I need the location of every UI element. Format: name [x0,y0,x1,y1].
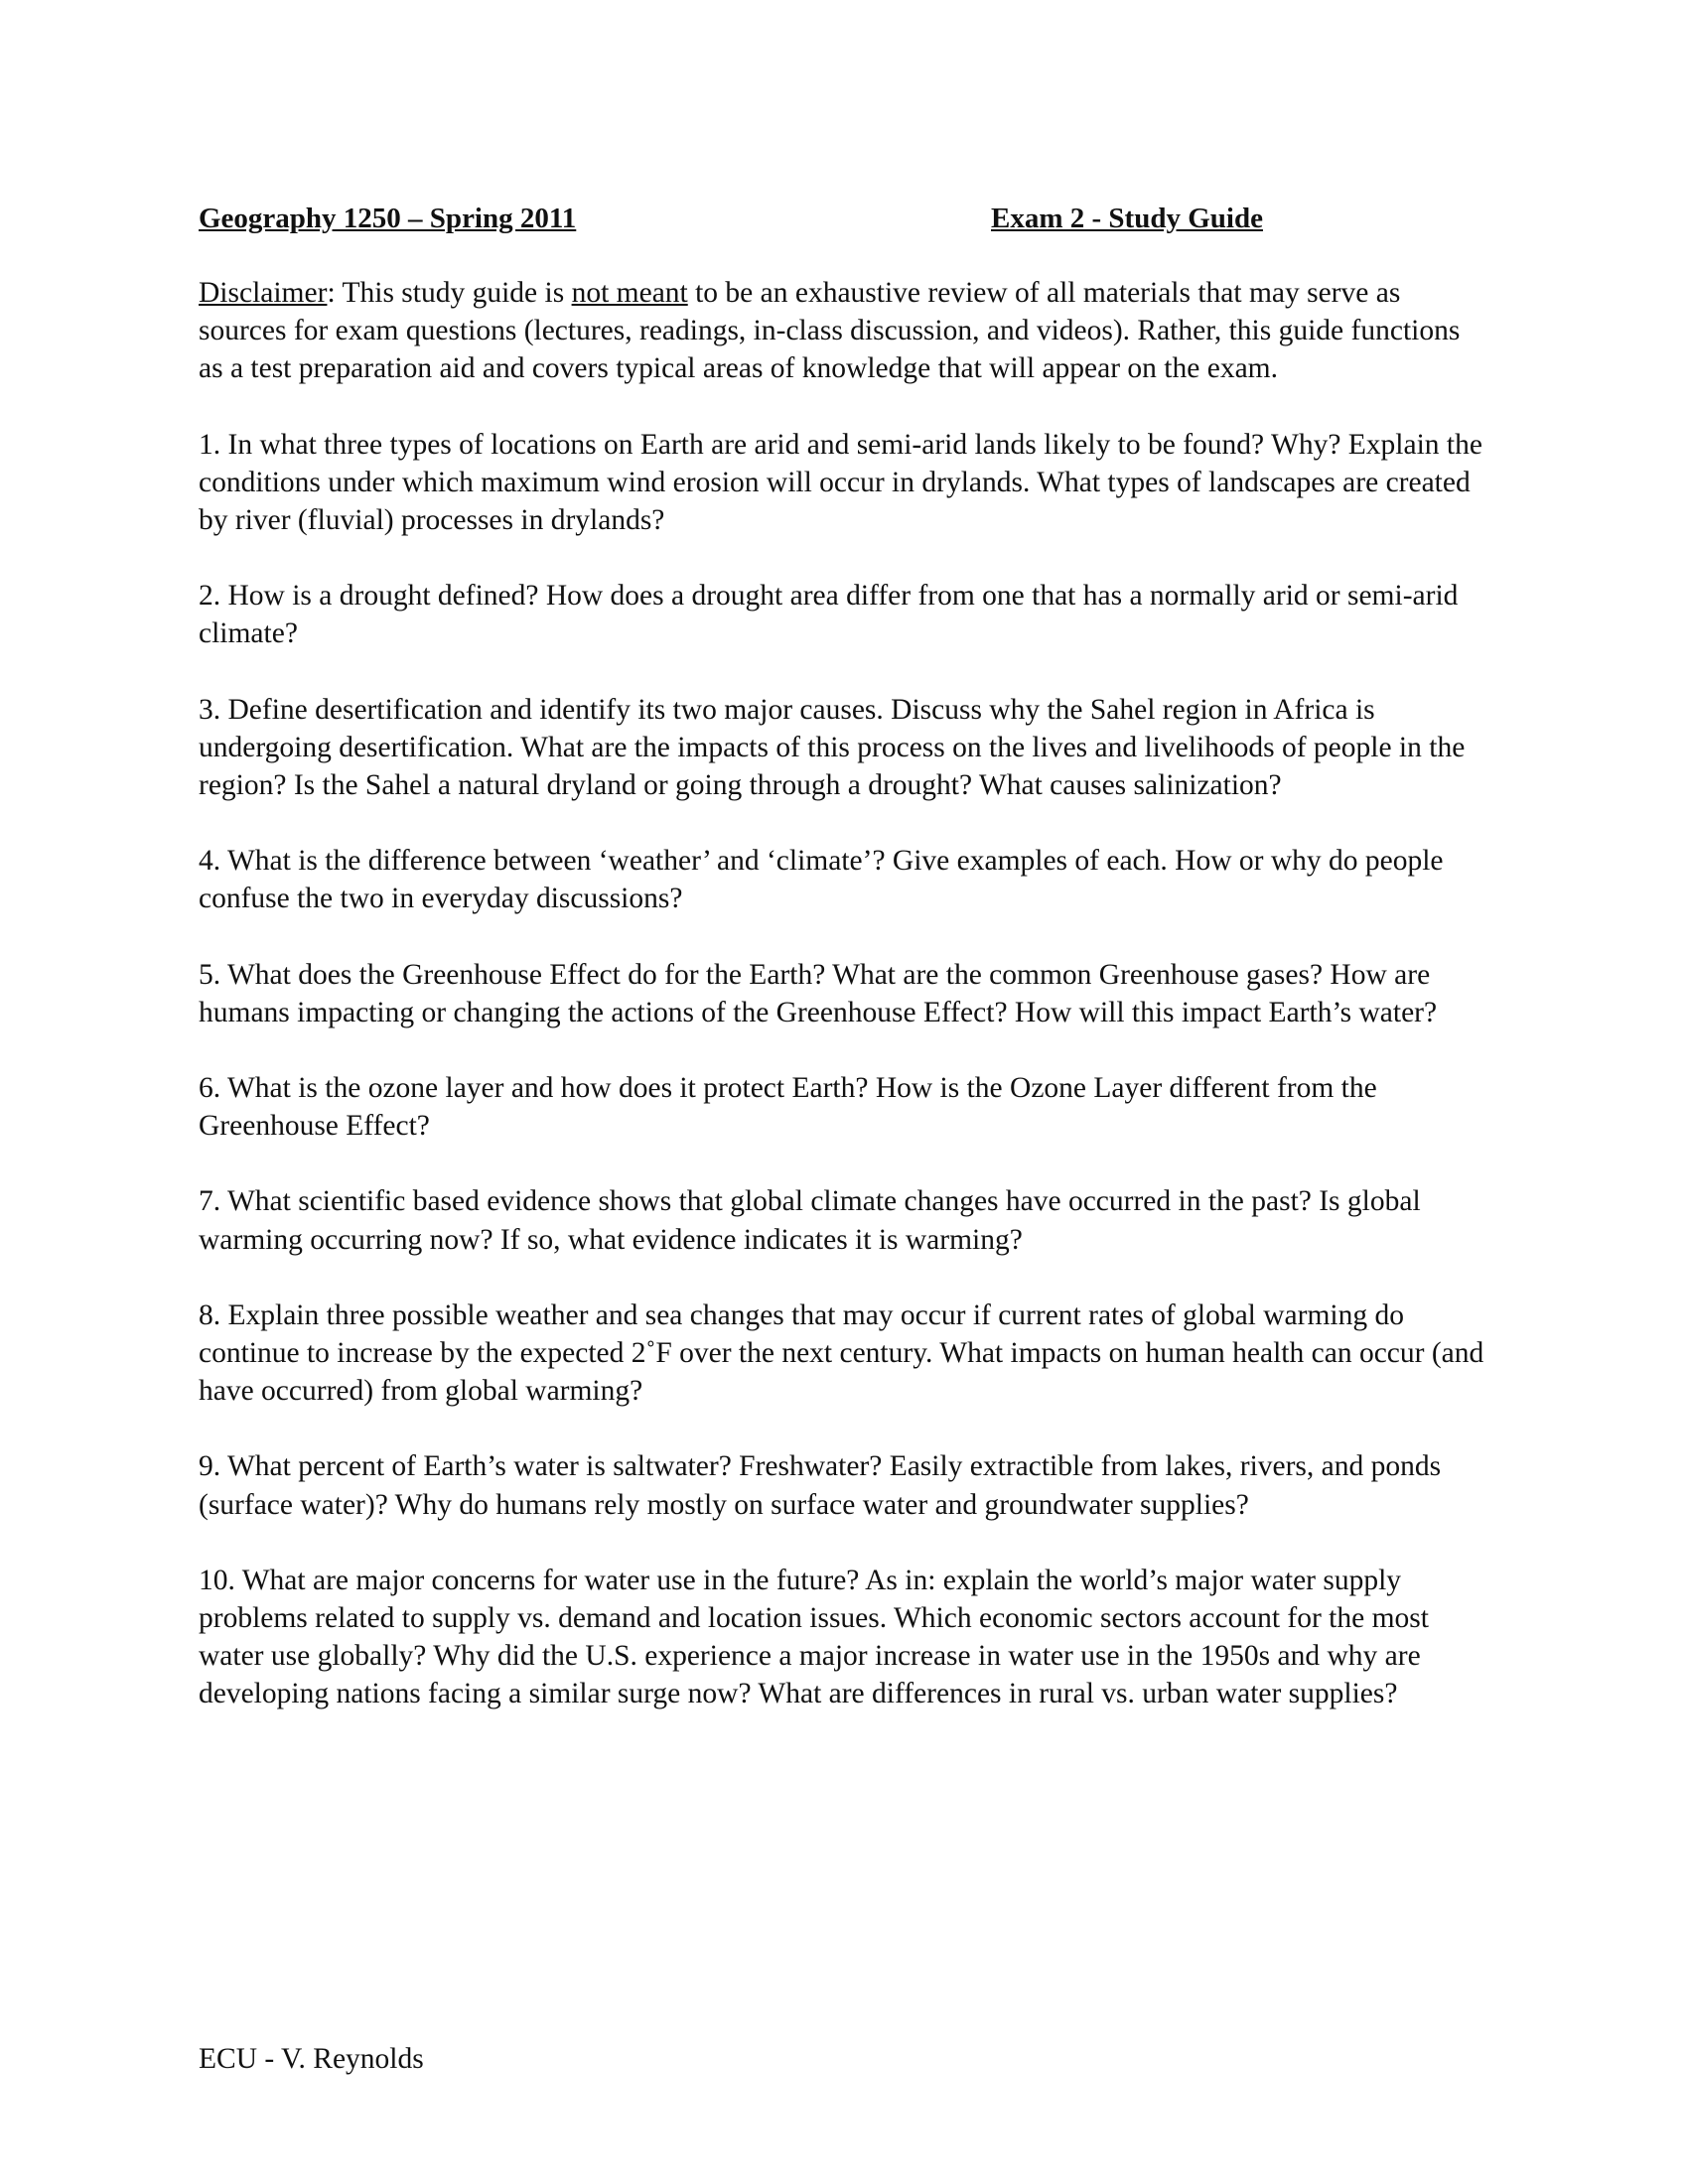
disclaimer-label: Disclaimer [199,277,328,309]
question-2: 2. How is a drought defined? How does a drought area differ from one that has a normally arid or semi-arid climate? [199,580,1459,650]
question-6: 6. What is the ozone layer and how does it protect Earth? How is the Ozone Layer different from the Greenhouse Effect? [199,1072,1377,1143]
question-5: 5. What does the Greenhouse Effect do for the Earth? What are the common Greenhouse gases? How are humans impacting or changing the actions of the Greenhouse Effect? How will this impact Earth’s water? [199,958,1438,1028]
question-4: 4. What is the difference between ‘weather’ and ‘climate’? Give examples of each. How or why do people confuse the two in everyday discussions? [199,845,1444,915]
document-header [199,199,1489,238]
document-title: Exam 2 - Study Guide [991,203,1263,234]
question-10: 10. What are major concerns for water use in the future? As in: explain the world’s major water supply problems related to supply vs. demand and location issues. Which economic sectors account for the most water use globally? Why did the U.S. experience a major increase in water use in the 1950s and why are developing nations facing a similar surge now? What are differences in rural vs. urban water supplies? [199,1564,1429,1710]
question-3: 3. Define desertification and identify its two major causes. Discuss why the Sahel region in Africa is undergoing desertification. What are the impacts of this process on the lives and livelihoods of people in the region? Is the Sahel a natural dryland or going through a drought? What causes salinization? [199,693,1466,802]
question-8: 8. Explain three possible weather and sea changes that may occur if current rates of global warming do continue to increase by the expected 2˚F over the next century. What impacts on human health can occur (and have occurred) from global warming? [199,1298,1484,1408]
footer-author: ECU - V. Reynolds [199,2043,424,2075]
disclaimer-emphasis: not meant [571,277,688,309]
question-1: 1. In what three types of locations on Earth are arid and semi-arid lands likely to be found? Why? Explain the conditions under which maximum wind erosion will occur in drylands. What types of landscapes are created by river (fluvial) processes in drylands? [199,428,1482,537]
disclaimer-text-2: to be an exhaustive review of all materials that may serve as sources for exam questions (lectures, readings, in-class discussion, and videos). Rather, this guide functions as a test preparation aid and covers typical areas of knowledge that will appear on the exam. [199,277,1461,385]
question-9: 9. What percent of Earth’s water is saltwater? Freshwater? Easily extractible from lakes, rivers, and ponds (surface water)? Why do humans rely mostly on surface water and groundwater supplies? [199,1450,1442,1521]
course-title: Geography 1250 – Spring 2011 [199,203,577,234]
disclaimer-paragraph [199,274,1489,388]
disclaimer-text-1: : This study guide is [327,277,572,309]
question-7: 7. What scientific based evidence shows that global climate changes have occurred in the past? Is global warming occurring now? If so, what evidence indicates it is warming? [199,1185,1421,1256]
document-page [199,199,1489,1713]
